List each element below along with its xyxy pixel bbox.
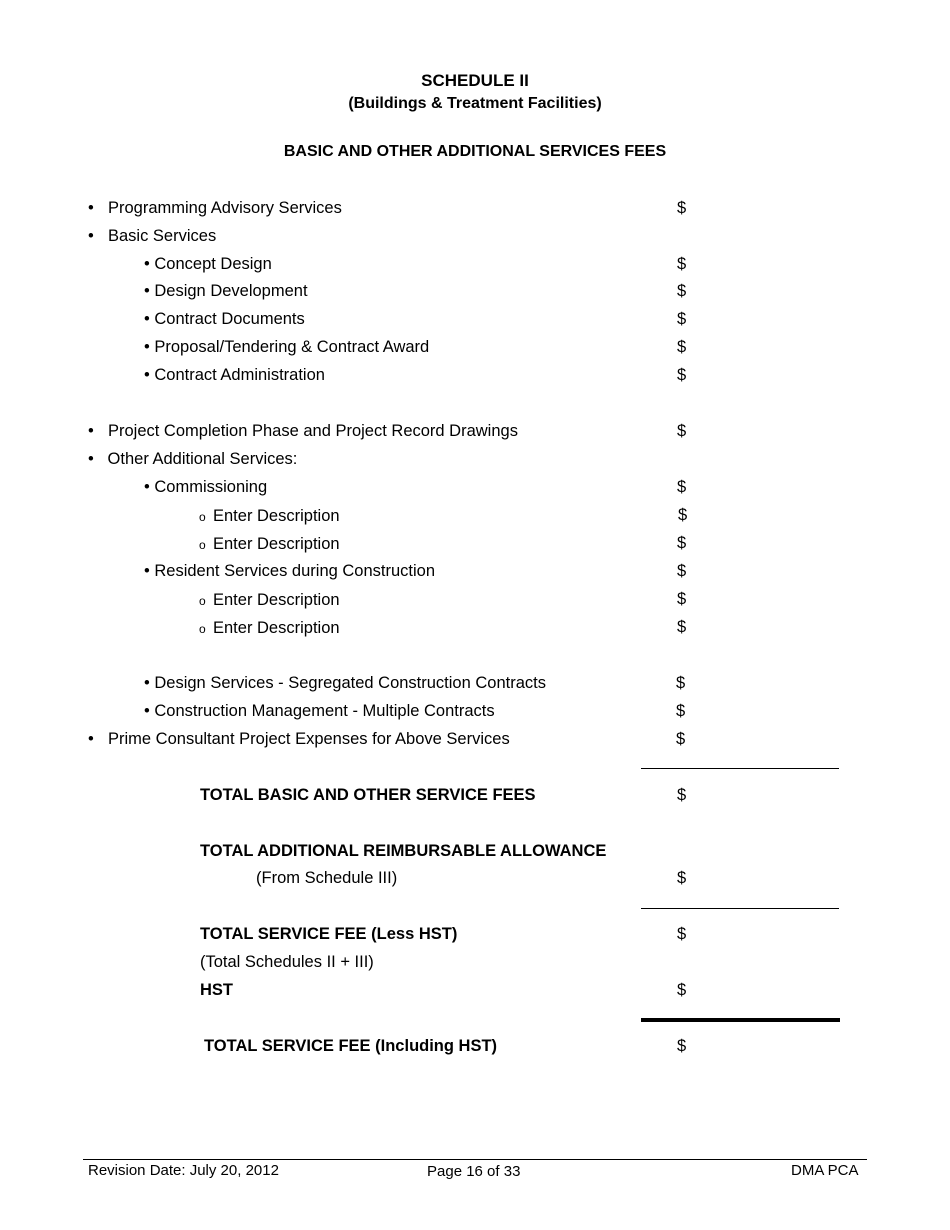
bullet-icon: • <box>144 338 150 356</box>
subtotal-rule <box>641 768 839 769</box>
revision-date: Revision Date: July 20, 2012 <box>88 1162 279 1179</box>
schedule-subtitle: (Buildings & Treatment Facilities) <box>348 95 602 112</box>
bullet-icon: • <box>144 366 150 384</box>
schedule-title: SCHEDULE II <box>421 71 529 90</box>
amount-field[interactable]: $ <box>677 590 687 608</box>
amount-field[interactable]: $ <box>677 338 687 356</box>
list-item <box>144 337 429 357</box>
amount-field[interactable]: $ <box>677 282 687 300</box>
list-item <box>88 421 518 441</box>
item-label: Contract Documents <box>154 310 305 328</box>
reimbursable-note: (From Schedule III) <box>256 869 398 887</box>
less-hst-note: (Total Schedules II + III) <box>200 953 374 971</box>
item-label: Prime Consultant Project Expenses for Above Services <box>108 730 510 748</box>
amount-field[interactable]: $ <box>677 199 687 217</box>
item-label: Design Development <box>154 282 308 300</box>
amount-field[interactable]: $ <box>676 702 686 720</box>
circle-bullet-icon: o <box>199 622 206 636</box>
bullet-icon: • <box>88 199 94 217</box>
total-basic-amount[interactable]: $ <box>677 786 687 804</box>
list-item <box>88 226 216 246</box>
amount-field[interactable]: $ <box>677 422 687 440</box>
bullet-icon: • <box>88 227 94 245</box>
item-label[interactable]: Enter Description <box>213 535 340 553</box>
item-label: Design Services - Segregated Construction Contracts <box>154 674 546 692</box>
list-item <box>199 534 340 555</box>
circle-bullet-icon: o <box>199 510 206 524</box>
total-basic-label: TOTAL BASIC AND OTHER SERVICE FEES <box>200 786 536 804</box>
list-item <box>88 449 297 469</box>
amount-field[interactable]: $ <box>676 730 686 748</box>
list-item <box>144 673 546 693</box>
document-code: DMA PCA <box>791 1162 859 1179</box>
amount-field[interactable]: $ <box>676 674 686 692</box>
page-number: Page 16 of 33 <box>427 1163 521 1180</box>
total-less-hst-label: TOTAL SERVICE FEE (Less HST) <box>200 925 458 943</box>
bullet-icon: • <box>144 255 150 273</box>
list-item <box>199 618 340 639</box>
list-item <box>144 254 272 274</box>
item-label: Concept Design <box>154 255 272 273</box>
amount-field[interactable]: $ <box>677 366 687 384</box>
list-item <box>144 281 308 301</box>
bullet-icon: • <box>144 310 150 328</box>
amount-field[interactable]: $ <box>677 618 687 636</box>
bullet-icon: • <box>144 478 150 496</box>
item-label: Construction Management - Multiple Contracts <box>154 702 495 720</box>
item-label: Resident Services during Construction <box>154 562 436 580</box>
list-item <box>88 729 510 749</box>
bullet-icon: • <box>144 702 150 720</box>
list-item <box>144 477 267 497</box>
amount-field[interactable]: $ <box>677 562 687 580</box>
item-label: Contract Administration <box>154 366 325 384</box>
list-item <box>88 198 342 218</box>
hst-amount[interactable]: $ <box>677 981 687 999</box>
total-less-hst-amount[interactable]: $ <box>677 925 687 943</box>
item-label: Commissioning <box>154 478 268 496</box>
bullet-icon: • <box>88 730 94 748</box>
item-label: Basic Services <box>108 227 217 245</box>
list-item <box>199 590 340 611</box>
subtotal-rule <box>641 908 839 909</box>
item-label: Programming Advisory Services <box>108 199 342 217</box>
list-item <box>144 561 435 581</box>
grand-total-rule <box>641 1018 840 1022</box>
total-reimbursable-amount[interactable]: $ <box>677 869 687 887</box>
total-incl-hst-amount[interactable]: $ <box>677 1037 687 1055</box>
total-reimbursable-label: TOTAL ADDITIONAL REIMBURSABLE ALLOWANCE <box>200 842 607 860</box>
footer-rule <box>83 1159 867 1160</box>
item-label: Project Completion Phase and Project Record Drawings <box>108 422 518 440</box>
list-item <box>199 506 340 527</box>
amount-field[interactable]: $ <box>677 310 687 328</box>
amount-field[interactable]: $ <box>677 478 687 496</box>
item-label[interactable]: Enter Description <box>213 619 340 637</box>
hst-label: HST <box>200 981 233 999</box>
section-heading: BASIC AND OTHER ADDITIONAL SERVICES FEES <box>283 143 667 160</box>
item-label: Other Additional Services: <box>107 450 298 468</box>
list-item <box>144 701 495 721</box>
list-item <box>144 309 305 329</box>
bullet-icon: • <box>88 450 94 468</box>
item-label: Proposal/Tendering & Contract Award <box>154 338 430 356</box>
bullet-icon: • <box>88 422 94 440</box>
item-label[interactable]: Enter Description <box>213 591 340 609</box>
amount-field[interactable]: $ <box>677 534 687 552</box>
circle-bullet-icon: o <box>199 538 206 552</box>
circle-bullet-icon: o <box>199 594 206 608</box>
total-incl-hst-label: TOTAL SERVICE FEE (Including HST) <box>204 1037 498 1055</box>
item-label[interactable]: Enter Description <box>213 507 340 525</box>
bullet-icon: • <box>144 282 150 300</box>
bullet-icon: • <box>144 562 150 580</box>
list-item <box>144 365 325 385</box>
bullet-icon: • <box>144 674 150 692</box>
amount-field[interactable]: $ <box>678 506 688 524</box>
amount-field[interactable]: $ <box>677 255 687 273</box>
